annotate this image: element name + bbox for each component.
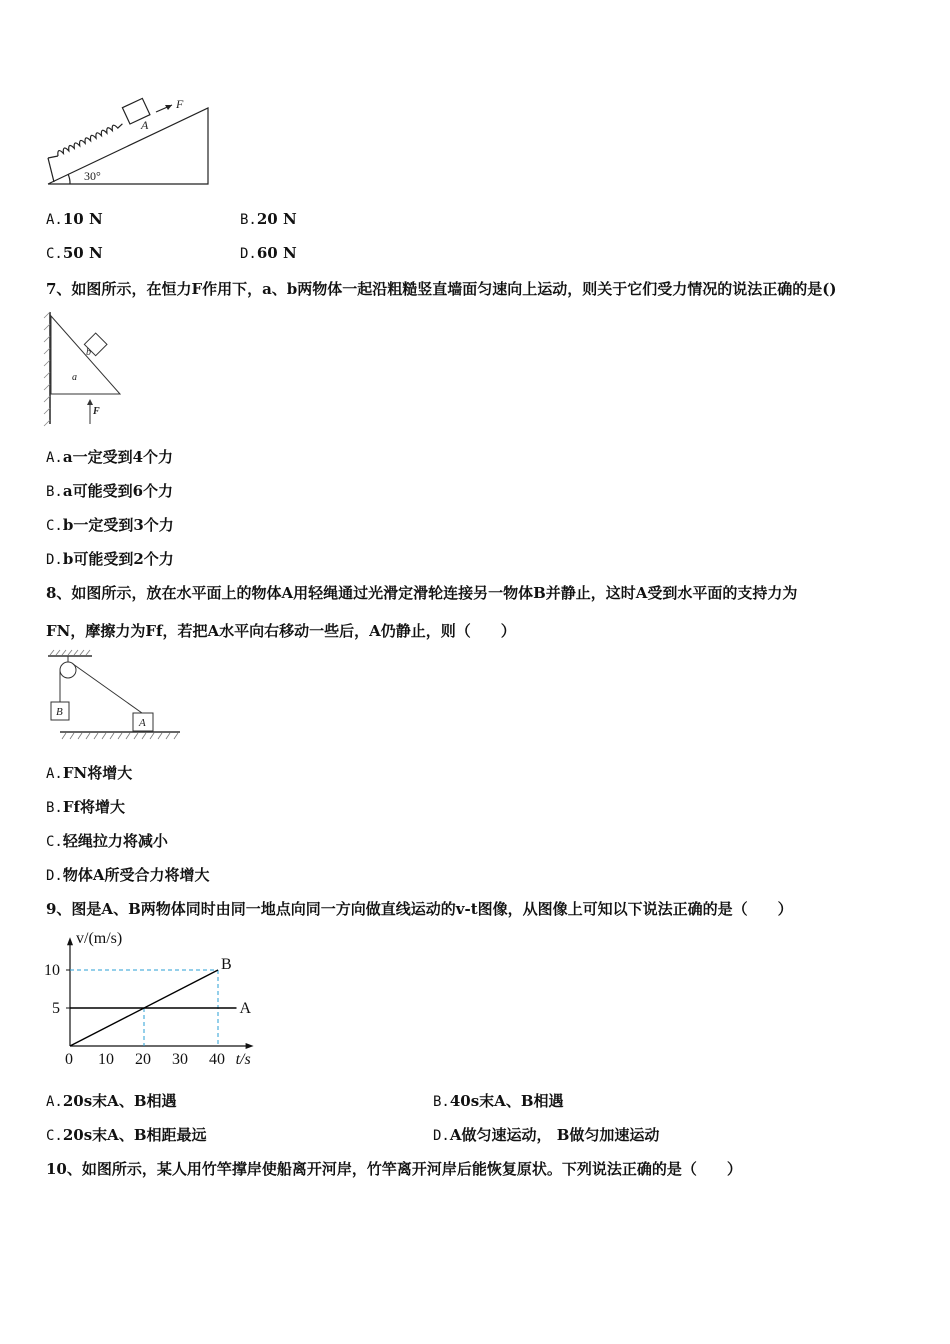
q8-stem-line1: 8、如图所示，放在水平面上的物体A用轻绳通过光滑定滑轮连接另一物体B并静止，这时A受到水平面的支持力为 — [46, 584, 798, 602]
x-tick-label: 30 — [172, 1051, 188, 1068]
vt-chart — [40, 924, 270, 1074]
series-label-B: B — [221, 956, 232, 973]
q7-option-a[interactable]: A.a一定受到4个力 — [46, 448, 174, 466]
pulley-figure — [40, 648, 185, 746]
q8-option-a[interactable]: A.FN将增大 — [46, 764, 133, 782]
block-b-label: b — [86, 347, 91, 358]
q8-option-b[interactable]: B.Ff将增大 — [46, 798, 125, 816]
q7-stem: 7、如图所示，在恒力F作用下，a、b两物体一起沿粗糙竖直墙面匀速向上运动，则关于它们受力情况的说法正确的是() — [46, 280, 837, 298]
q8-option-d[interactable]: D.物体A所受合力将增大 — [46, 866, 210, 884]
x-tick-label: 10 — [98, 1051, 114, 1068]
x-tick-label: 40 — [209, 1051, 225, 1068]
x-axis-label: t/s — [235, 1051, 251, 1068]
block-a-label: A — [139, 717, 146, 729]
x-tick-label: 20 — [135, 1051, 151, 1068]
y-tick-label: 10 — [44, 962, 60, 979]
block-a-label: A — [141, 118, 149, 132]
q6-option-c[interactable]: C.50 N — [46, 244, 103, 262]
incline-spring-figure — [40, 96, 215, 191]
y-axis-arrow — [67, 937, 73, 945]
q6-option-a[interactable]: A.10 N — [46, 210, 103, 228]
q10-stem: 10、如图所示，某人用竹竿撑岸使船离开河岸，竹竿离开河岸后能恢复原状。下列说法正确的是（ ） — [46, 1160, 742, 1178]
q9-option-a[interactable]: A.20s末A、B相遇 — [46, 1092, 177, 1110]
q9-option-d[interactable]: D.A做匀速运动， B做匀加速运动 — [433, 1126, 660, 1144]
q8-option-c[interactable]: C.轻绳拉力将减小 — [46, 832, 168, 850]
x-axis-arrow — [246, 1043, 254, 1049]
q9-option-b[interactable]: B.40s末A、B相遇 — [433, 1092, 564, 1110]
x-tick-label: 0 — [65, 1051, 73, 1068]
q8-stem-line2: FN，摩擦力为Ff，若把A水平向右移动一些后，A仍静止，则（ ） — [46, 622, 516, 640]
series-label-A: A — [239, 1000, 252, 1017]
q6-option-b[interactable]: B.20 N — [240, 210, 297, 228]
y-axis-label: v/(m/s) — [76, 930, 123, 947]
force-f-label: F — [176, 97, 184, 111]
q9-stem: 9、图是A、B两物体同时由同一地点向同一方向做直线运动的v-t图像，从图像上可知以下说法正确的是（ ） — [46, 900, 793, 918]
block-a-label: a — [72, 372, 77, 383]
y-tick-label: 5 — [52, 1000, 60, 1017]
q6-option-d[interactable]: D.60 N — [240, 244, 297, 262]
q7-option-d[interactable]: D.b可能受到2个力 — [46, 550, 174, 568]
q9-option-c[interactable]: C.20s末A、B相距最远 — [46, 1126, 207, 1144]
force-f-label: F — [93, 406, 100, 417]
q7-option-c[interactable]: C.b一定受到3个力 — [46, 516, 174, 534]
wall-blocks-figure — [40, 308, 125, 428]
angle-label: 30° — [84, 169, 101, 183]
block-b-label: B — [56, 706, 63, 718]
q7-option-b[interactable]: B.a可能受到6个力 — [46, 482, 174, 500]
